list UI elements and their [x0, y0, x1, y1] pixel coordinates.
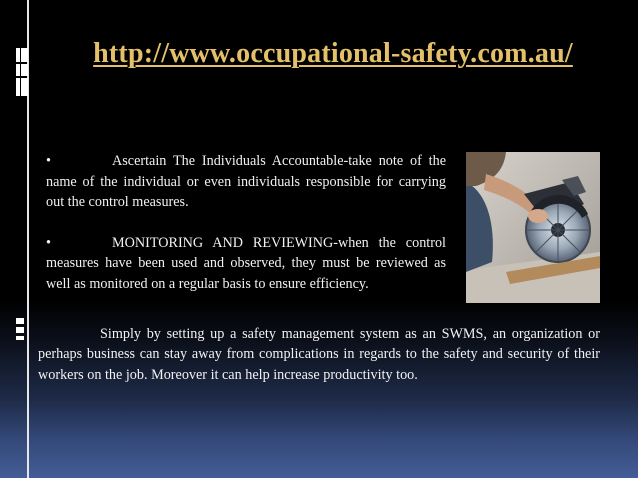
bullet-list: [46, 151, 446, 315]
decor-bar: [16, 318, 24, 324]
decor-bar: [21, 48, 28, 62]
bullet-item: [46, 233, 446, 295]
slide-title-link[interactable]: http://www.occupational-safety.com.au/: [93, 38, 573, 69]
closing-paragraph: Simply by setting up a safety management system as an SWMS, an organization or perhaps business can stay away from complications in regards to the safety and security of their workers on the job. Moreover it can help increase productivity too.: [38, 326, 600, 383]
bullet-marker: •: [46, 234, 51, 251]
decor-bar: [21, 78, 28, 96]
decor-bar: [16, 336, 24, 340]
bullet-text: MONITORING AND REVIEWING-when the control measures have been used and observed, they must be reviewed as well as monitored on a regular basis to ensure efficiency.: [46, 234, 446, 292]
decor-bar: [21, 64, 28, 76]
bullet-marker: •: [46, 153, 51, 169]
decor-bar: [16, 48, 20, 62]
decor-bar: [16, 327, 24, 333]
bullet-text: Ascertain The Individuals Accountable-take note of the name of the individual or even individuals responsible for carrying out the control measures.: [46, 153, 446, 211]
circular-saw-worker-photo: [466, 152, 600, 303]
bullet-item: [46, 151, 446, 213]
decor-bar: [16, 64, 20, 76]
decor-bar: [16, 78, 20, 96]
